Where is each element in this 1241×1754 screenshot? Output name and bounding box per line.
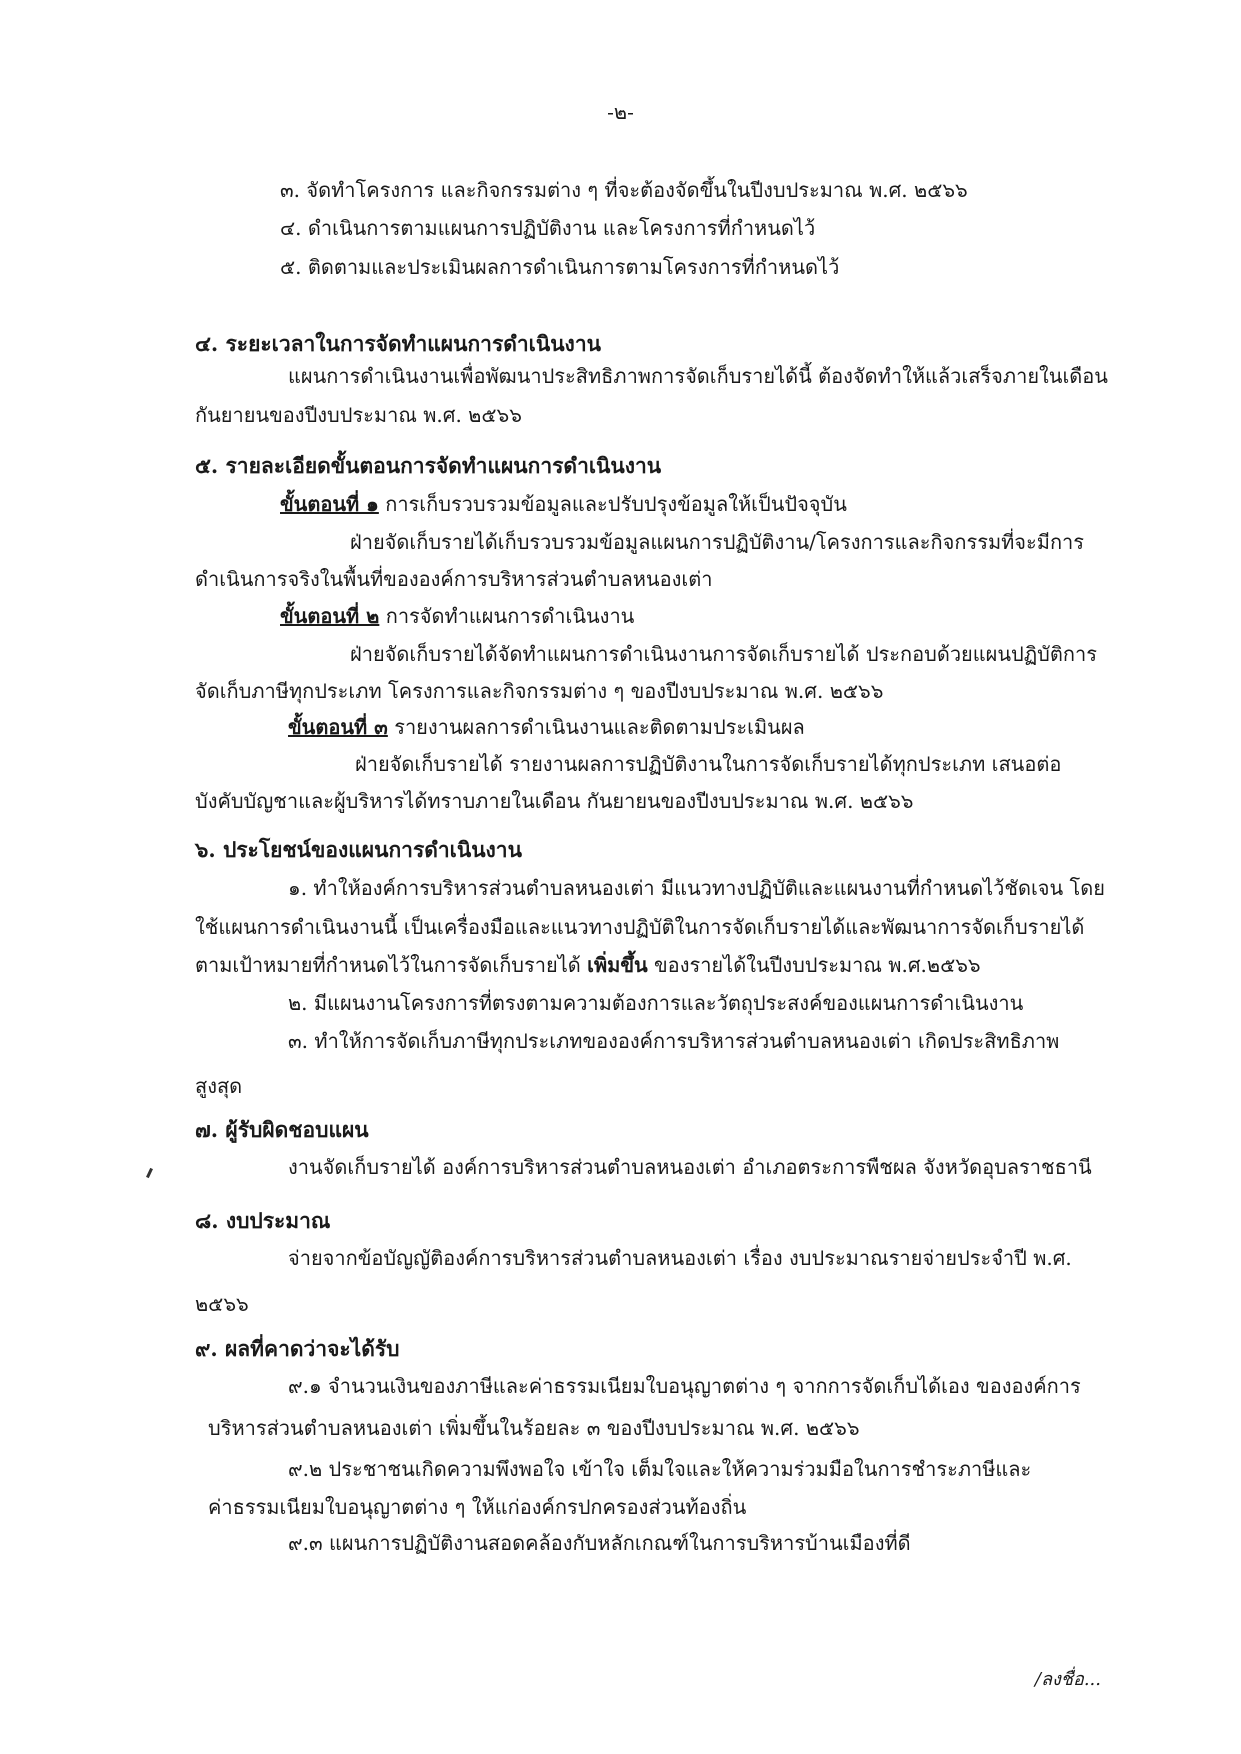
step-3-title-line bbox=[288, 713, 805, 741]
step-2-title: การจัดทำแผนการดำเนินงาน bbox=[379, 604, 635, 628]
step-1-line-1: ฝ่ายจัดเก็บรายได้เก็บรวบรวมข้อมูลแผนการปฏิบัติงาน/โครงการและกิจกรรมที่จะมีการ bbox=[350, 530, 1085, 554]
section-9-heading: ๙. ผลที่คาดว่าจะได้รับ bbox=[195, 1336, 400, 1361]
section-8-line-1: จ่ายจากข้อบัญญัติองค์การบริหารส่วนตำบลหนองเต่า เรื่อง งบประมาณรายจ่ายประจำปี พ.ศ. bbox=[288, 1246, 1072, 1270]
section-8-heading: ๘. งบประมาณ bbox=[195, 1208, 331, 1233]
intro-item-4: ๔. ดำเนินการตามแผนการปฏิบัติงาน และโครงการที่กำหนดไว้ bbox=[280, 216, 816, 240]
section-7-heading: ๗. ผู้รับผิดชอบแผน bbox=[195, 1117, 369, 1142]
continuation-mark: /ลงชื่อ... bbox=[1034, 1669, 1101, 1690]
section-4-line-1: แผนการดำเนินงานเพื่อพัฒนาประสิทธิภาพการจัดเก็บรายได้นี้ ต้องจัดทำให้แล้วเสร็จภายในเดือน bbox=[288, 364, 1108, 388]
intro-item-5: ๕. ติดตามและประเมินผลการดำเนินการตามโครงการที่กำหนดไว้ bbox=[280, 255, 840, 279]
section-8-line-2: ๒๕๖๖ bbox=[195, 1292, 249, 1316]
benefit-3-line-1: ๓. ทำให้การจัดเก็บภาษีทุกประเภทขององค์การบริหารส่วนตำบลหนองเต่า เกิดประสิทธิภาพ bbox=[288, 1029, 1060, 1053]
step-1-title-line bbox=[280, 490, 847, 518]
benefit-1-line-3-c: ของรายได้ในปีงบประมาณ พ.ศ.๒๕๖๖ bbox=[647, 953, 981, 977]
section-5-heading: ๕. รายละเอียดขั้นตอนการจัดทำแผนการดำเนินงาน bbox=[195, 453, 662, 478]
result-2-line-1: ๙.๒ ประชาชนเกิดความพึงพอใจ เข้าใจ เต็มใจและให้ความร่วมมือในการชำระภาษีและ bbox=[288, 1457, 1032, 1481]
intro-item-3: ๓. จัดทำโครงการ และกิจกรรมต่าง ๆ ที่จะต้องจัดขึ้นในปีงบประมาณ พ.ศ. ๒๕๖๖ bbox=[280, 178, 968, 202]
result-1-line-2: บริหารส่วนตำบลหนองเต่า เพิ่มขึ้นในร้อยละ ๓ ของปีงบประมาณ พ.ศ. ๒๕๖๖ bbox=[208, 1416, 860, 1440]
section-4-line-2: กันยายนของปีงบประมาณ พ.ศ. ๒๕๖๖ bbox=[195, 403, 522, 427]
step-3-line-1: ฝ่ายจัดเก็บรายได้ รายงานผลการปฏิบัติงานในการจัดเก็บรายได้ทุกประเภท เสนอต่อ bbox=[355, 752, 1062, 776]
section-6-heading: ๖. ประโยชน์ของแผนการดำเนินงาน bbox=[195, 837, 522, 862]
section-7-line: งานจัดเก็บรายได้ องค์การบริหารส่วนตำบลหนองเต่า อำเภอตระการพืชผล จังหวัดอุบลราชธานี bbox=[288, 1155, 1092, 1179]
step-1-label: ขั้นตอนที่ ๑ bbox=[280, 492, 379, 516]
step-3-line-2: บังคับบัญชาและผู้บริหารได้ทราบภายในเดือน กันยายนของปีงบประมาณ พ.ศ. ๒๕๖๖ bbox=[195, 789, 914, 813]
step-3-label: ขั้นตอนที่ ๓ bbox=[288, 715, 388, 739]
result-1-line-1: ๙.๑ จำนวนเงินของภาษีและค่าธรรมเนียมใบอนุญาตต่าง ๆ จากการจัดเก็บได้เอง ขององค์การ bbox=[288, 1374, 1081, 1398]
section-4-heading: ๔. ระยะเวลาในการจัดทำแผนการดำเนินงาน bbox=[195, 331, 601, 356]
benefit-1-line-3 bbox=[195, 951, 981, 979]
step-3-title: รายงานผลการดำเนินงานและติดตามประเมินผล bbox=[387, 715, 805, 739]
page-number: -๒- bbox=[607, 100, 634, 124]
benefit-1-line-2: ใช้แผนการดำเนินงานนี้ เป็นเครื่องมือและแนวทางปฏิบัติในการจัดเก็บรายได้และพัฒนาการจัดเก็บรายได้ bbox=[195, 915, 1085, 939]
step-2-line-2: จัดเก็บภาษีทุกประเภท โครงการและกิจกรรมต่าง ๆ ของปีงบประมาณ พ.ศ. ๒๕๖๖ bbox=[195, 679, 884, 703]
scan-speck bbox=[146, 1168, 153, 1178]
step-2-label: ขั้นตอนที่ ๒ bbox=[280, 604, 380, 628]
step-1-line-2: ดำเนินการจริงในพื้นที่ขององค์การบริหารส่วนตำบลหนองเต่า bbox=[195, 567, 713, 591]
benefit-2: ๒. มีแผนงานโครงการที่ตรงตามความต้องการและวัตถุประสงค์ของแผนการดำเนินงาน bbox=[288, 991, 1024, 1015]
result-3: ๙.๓ แผนการปฏิบัติงานสอดคล้องกับหลักเกณฑ์ในการบริหารบ้านเมืองที่ดี bbox=[288, 1531, 911, 1555]
step-2-title-line bbox=[280, 602, 634, 630]
benefit-1-line-3-a: ตามเป้าหมายที่กำหนดไว้ในการจัดเก็บรายได้ bbox=[195, 953, 588, 977]
benefit-3-line-2: สูงสุด bbox=[195, 1074, 243, 1098]
result-2-line-2: ค่าธรรมเนียมใบอนุญาตต่าง ๆ ให้แก่องค์กรปกครองส่วนท้องถิ่น bbox=[208, 1495, 747, 1519]
benefit-1-increase: เพิ่มขึ้น bbox=[587, 953, 648, 977]
step-2-line-1: ฝ่ายจัดเก็บรายได้จัดทำแผนการดำเนินงานการจัดเก็บรายได้ ประกอบด้วยแผนปฏิบัติการ bbox=[350, 642, 1097, 666]
benefit-1-line-1: ๑. ทำให้องค์การบริหารส่วนตำบลหนองเต่า มีแนวทางปฏิบัติและแผนงานที่กำหนดไว้ชัดเจน โดย bbox=[288, 876, 1105, 900]
step-1-title: การเก็บรวบรวมข้อมูลและปรับปรุงข้อมูลให้เป็นปัจจุบัน bbox=[378, 492, 847, 516]
